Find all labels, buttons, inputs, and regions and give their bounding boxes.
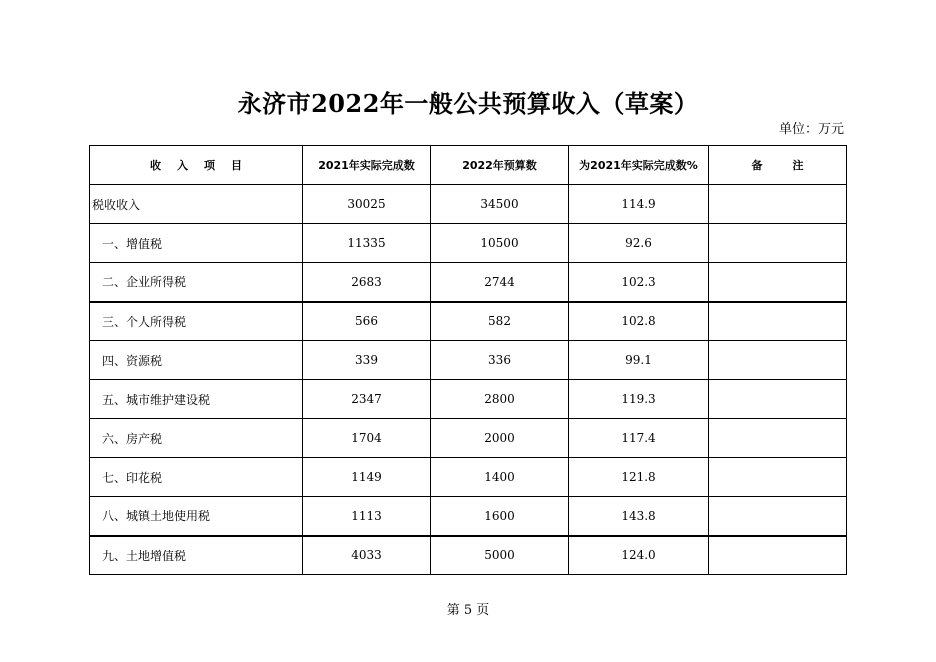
row-budget-2022: 1600 xyxy=(431,497,569,536)
row-note xyxy=(709,224,847,263)
row-name: 九、土地增值税 xyxy=(90,536,303,575)
row-note xyxy=(709,536,847,575)
table-row xyxy=(90,185,847,224)
table-row xyxy=(90,341,847,380)
row-budget-2022: 5000 xyxy=(431,536,569,575)
table-row xyxy=(90,224,847,263)
budget-table xyxy=(89,145,847,575)
table-row xyxy=(90,302,847,341)
row-name: 七、印花税 xyxy=(90,458,303,497)
row-ratio: 102.3 xyxy=(569,263,709,302)
row-budget-2022: 10500 xyxy=(431,224,569,263)
page-title: 永济市2022年一般公共预算收入（草案） xyxy=(237,89,699,118)
row-actual-2021: 1113 xyxy=(303,497,431,536)
row-budget-2022: 336 xyxy=(431,341,569,380)
row-budget-2022: 2000 xyxy=(431,419,569,458)
table-row xyxy=(90,536,847,575)
table-row xyxy=(90,263,847,302)
row-name: 三、个人所得税 xyxy=(90,302,303,341)
row-actual-2021: 566 xyxy=(303,302,431,341)
row-actual-2021: 2347 xyxy=(303,380,431,419)
row-budget-2022: 1400 xyxy=(431,458,569,497)
row-actual-2021: 11335 xyxy=(303,224,431,263)
row-note xyxy=(709,380,847,419)
header-budget-2022: 2022年预算数 xyxy=(431,146,569,185)
row-name: 税收收入 xyxy=(90,185,303,224)
row-ratio: 102.8 xyxy=(569,302,709,341)
row-note xyxy=(709,341,847,380)
row-actual-2021: 2683 xyxy=(303,263,431,302)
row-ratio: 99.1 xyxy=(569,341,709,380)
row-note xyxy=(709,263,847,302)
row-note xyxy=(709,185,847,224)
row-note xyxy=(709,419,847,458)
row-ratio: 92.6 xyxy=(569,224,709,263)
row-ratio: 117.4 xyxy=(569,419,709,458)
row-note xyxy=(709,302,847,341)
table-header-row xyxy=(90,146,847,185)
table-row xyxy=(90,380,847,419)
table-row xyxy=(90,497,847,536)
row-name: 二、企业所得税 xyxy=(90,263,303,302)
row-name: 八、城镇土地使用税 xyxy=(90,497,303,536)
page-number: 第 5 页 xyxy=(446,603,490,618)
row-note xyxy=(709,458,847,497)
row-ratio: 124.0 xyxy=(569,536,709,575)
row-ratio: 119.3 xyxy=(569,380,709,419)
row-budget-2022: 2744 xyxy=(431,263,569,302)
row-actual-2021: 1704 xyxy=(303,419,431,458)
table-row xyxy=(90,419,847,458)
row-budget-2022: 582 xyxy=(431,302,569,341)
row-actual-2021: 339 xyxy=(303,341,431,380)
row-actual-2021: 30025 xyxy=(303,185,431,224)
header-ratio: 为2021年实际完成数% xyxy=(569,146,709,185)
header-actual-2021: 2021年实际完成数 xyxy=(303,146,431,185)
row-budget-2022: 34500 xyxy=(431,185,569,224)
row-actual-2021: 1149 xyxy=(303,458,431,497)
header-note: 备注 xyxy=(709,146,847,185)
row-actual-2021: 4033 xyxy=(303,536,431,575)
row-name: 六、房产税 xyxy=(90,419,303,458)
row-ratio: 114.9 xyxy=(569,185,709,224)
header-item: 收入项目 xyxy=(90,146,303,185)
unit-label: 单位：万元 xyxy=(778,122,844,137)
row-budget-2022: 2800 xyxy=(431,380,569,419)
table-row xyxy=(90,458,847,497)
row-name: 四、资源税 xyxy=(90,341,303,380)
row-name: 一、增值税 xyxy=(90,224,303,263)
row-note xyxy=(709,497,847,536)
row-ratio: 121.8 xyxy=(569,458,709,497)
row-ratio: 143.8 xyxy=(569,497,709,536)
row-name: 五、城市维护建设税 xyxy=(90,380,303,419)
